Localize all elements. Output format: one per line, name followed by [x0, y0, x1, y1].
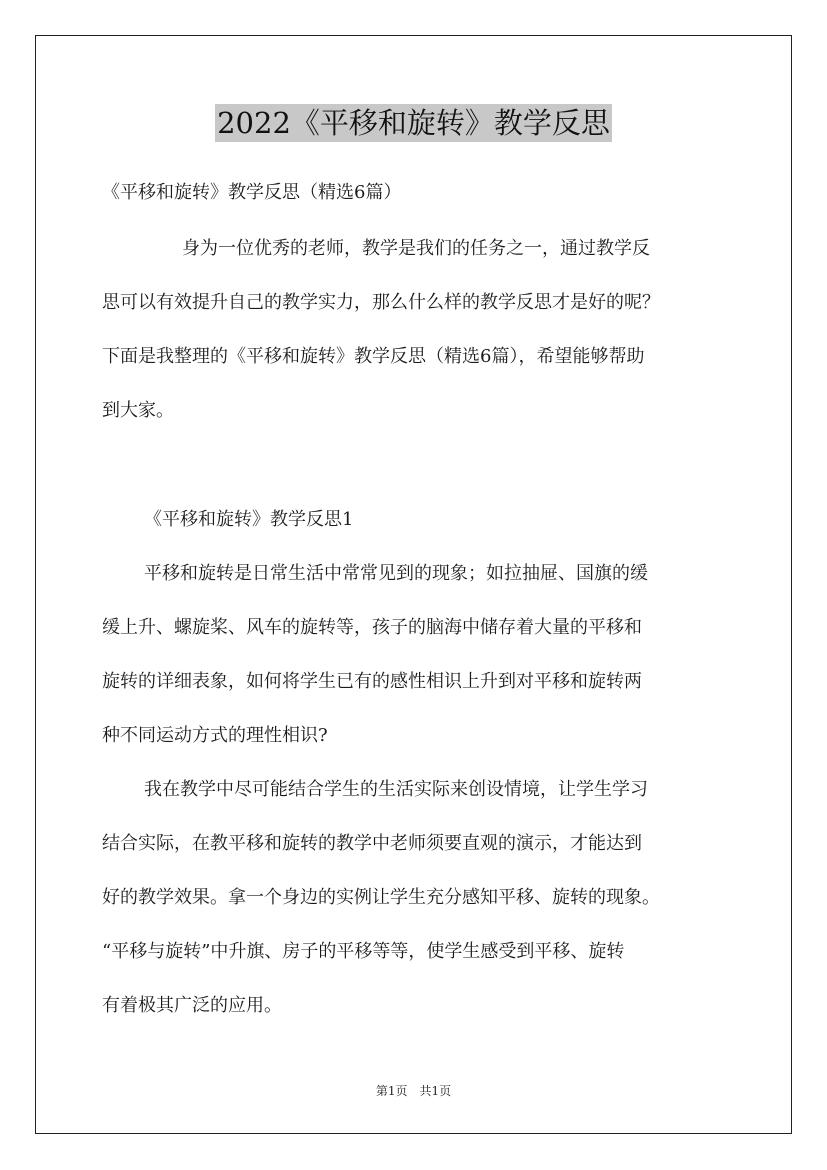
- page-footer: 第1页 共1页: [375, 1084, 452, 1098]
- paragraph-line: 有着极其广泛的应用。: [102, 995, 282, 1016]
- intro-line: 身为一位优秀的老师，教学是我们的任务之一，通过教学反: [182, 238, 650, 259]
- paragraph-line: 种不同运动方式的理性相识?: [102, 725, 328, 746]
- section-heading: 《平移和旋转》教学反思1: [144, 509, 354, 530]
- intro-line: 思可以有效提升自己的教学实力，那么什么样的教学反思才是好的呢？: [102, 292, 660, 313]
- paragraph-line: 好的教学效果。拿一个身边的实例让学生充分感知平移、旋转的现象。: [102, 887, 660, 908]
- paragraph-line: “平移与旋转”中升旗、房子的平移等等，使学生感受到平移、旋转: [102, 941, 625, 962]
- paragraph-line: 结合实际，在教平移和旋转的教学中老师须要直观的演示，才能达到: [102, 833, 642, 854]
- document-subtitle: 《平移和旋转》教学反思（精选6篇）: [102, 182, 402, 203]
- intro-line: 下面是我整理的《平移和旋转》教学反思（精选6篇），希望能够帮助: [102, 346, 645, 367]
- paragraph-line: 平移和旋转是日常生活中常常见到的现象；如拉抽屉、国旗的缓: [144, 563, 648, 584]
- paragraph-line: 缓上升、螺旋桨、风车的旋转等，孩子的脑海中储存着大量的平移和: [102, 617, 642, 638]
- paragraph-line: 旋转的详细表象，如何将学生已有的感性相识上升到对平移和旋转两: [102, 671, 642, 692]
- intro-line: 到大家。: [102, 400, 174, 421]
- paragraph-line: 我在教学中尽可能结合学生的生活实际来创设情境，让学生学习: [144, 779, 648, 800]
- title-container: [0, 104, 827, 142]
- document-title: 2022《平移和旋转》教学反思: [217, 106, 610, 140]
